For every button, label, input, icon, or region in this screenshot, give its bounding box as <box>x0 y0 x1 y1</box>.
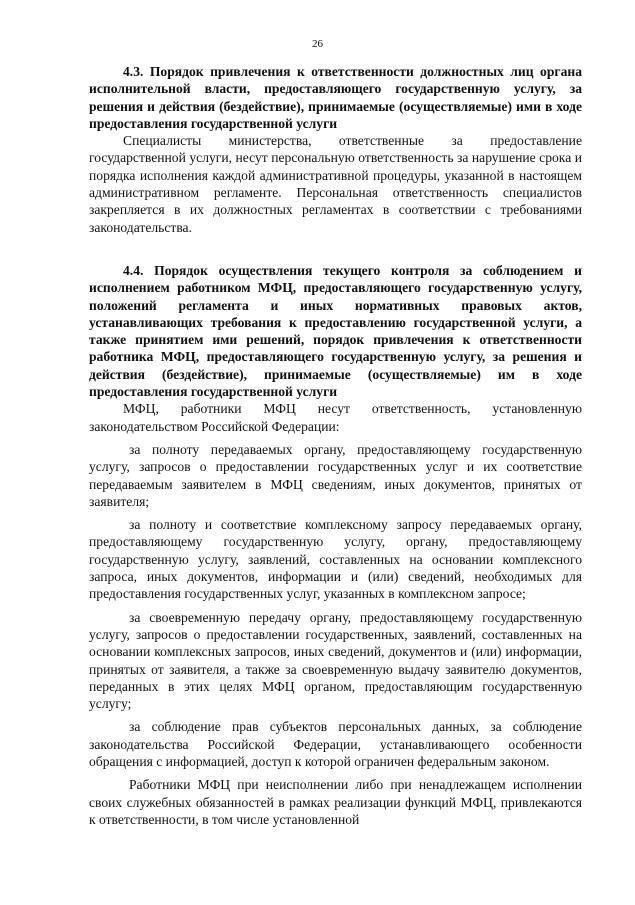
section-4-3-title: Порядок привлечения к ответственности должностных лиц органа исполнительной власти, предоставляющего государственную услугу, за решения и действия (бездействие), принимаемые (осуществляемые) ими в ходе предоставления государственной услуги <box>89 64 582 131</box>
responsibility-item: за полноту и соответствие комплексному запросу передаваемых органу, предоставляющему государственную услугу, органу, предоставляющему государственную услугу, заявлений, составленных на основании комплексного запроса, иных документов, информации и (или) сведений, необходимых для предоставления государственных услуг, указанных в комплексном запросе; <box>89 517 582 602</box>
section-4-4-intro: МФЦ, работники МФЦ несут ответственность, установленную законодательством Российской Федерации: <box>89 401 582 434</box>
section-4-4-closing: Работники МФЦ при неисполнении либо при ненадлежащем исполнении своих служебных обязанностей в рамках реализации функций МФЦ, привлекаются к ответственности, в том числе установленной <box>89 777 582 827</box>
responsibility-item: за соблюдение прав субъектов персональных данных, за соблюдение законодательства Российской Федерации, устанавливающего особенности обращения с информацией, доступ к которой ограничен федеральным законом. <box>89 719 582 769</box>
section-4-3-heading <box>89 63 582 132</box>
responsibility-item: за полноту передаваемых органу, предоставляющему государственную услугу, запросов о предоставлении государственных услуг и их соответствие передаваемым заявителем в МФЦ сведениям, иных документов, принятых от заявителя; <box>89 441 582 509</box>
section-4-4-number: 4.4. <box>123 262 144 278</box>
section-4-3-number: 4.3. <box>123 64 144 79</box>
section-4-3-paragraph: Специалисты министерства, ответственные за предоставление государственной услуги, несут персональную ответственность за нарушение срока и порядка исполнения каждой административной процедуры, указанной в настоящем административном регламенте. Персональная ответственность специалистов закрепляется в их должностных регламентах в соответствии с требованиями законодательства. <box>89 133 582 235</box>
section-spacer <box>89 236 582 262</box>
responsibility-item: за своевременную передачу органу, предоставляющему государственную услугу, запросов о предоставлении государственных, заявлений, составленных на основании комплексных запросов, иных сведений, документов и (или) информации, принятых от заявителя, а также за своевременную выдачу заявителю документов, переданных в этих целях МФЦ органом, предоставляющим государственную услугу; <box>89 609 582 712</box>
section-4-4-heading <box>89 262 582 400</box>
section-4-4-title: Порядок осуществления текущего контроля за соблюдением и исполнением работником МФЦ, предоставляющего государственную услугу, положений регламента и иных нормативных правовых актов, устанавливающих требования к предоставлению государственной услуги, а также принятием ими решений, порядок привлечения к ответственности работника МФЦ, предоставляющего государственную услугу, за решения и действия (бездействие), принимаемые (осуществляемые) им в ходе предоставления государственной услуги <box>89 262 582 400</box>
document-body <box>89 63 582 828</box>
page-number: 26 <box>312 38 323 50</box>
